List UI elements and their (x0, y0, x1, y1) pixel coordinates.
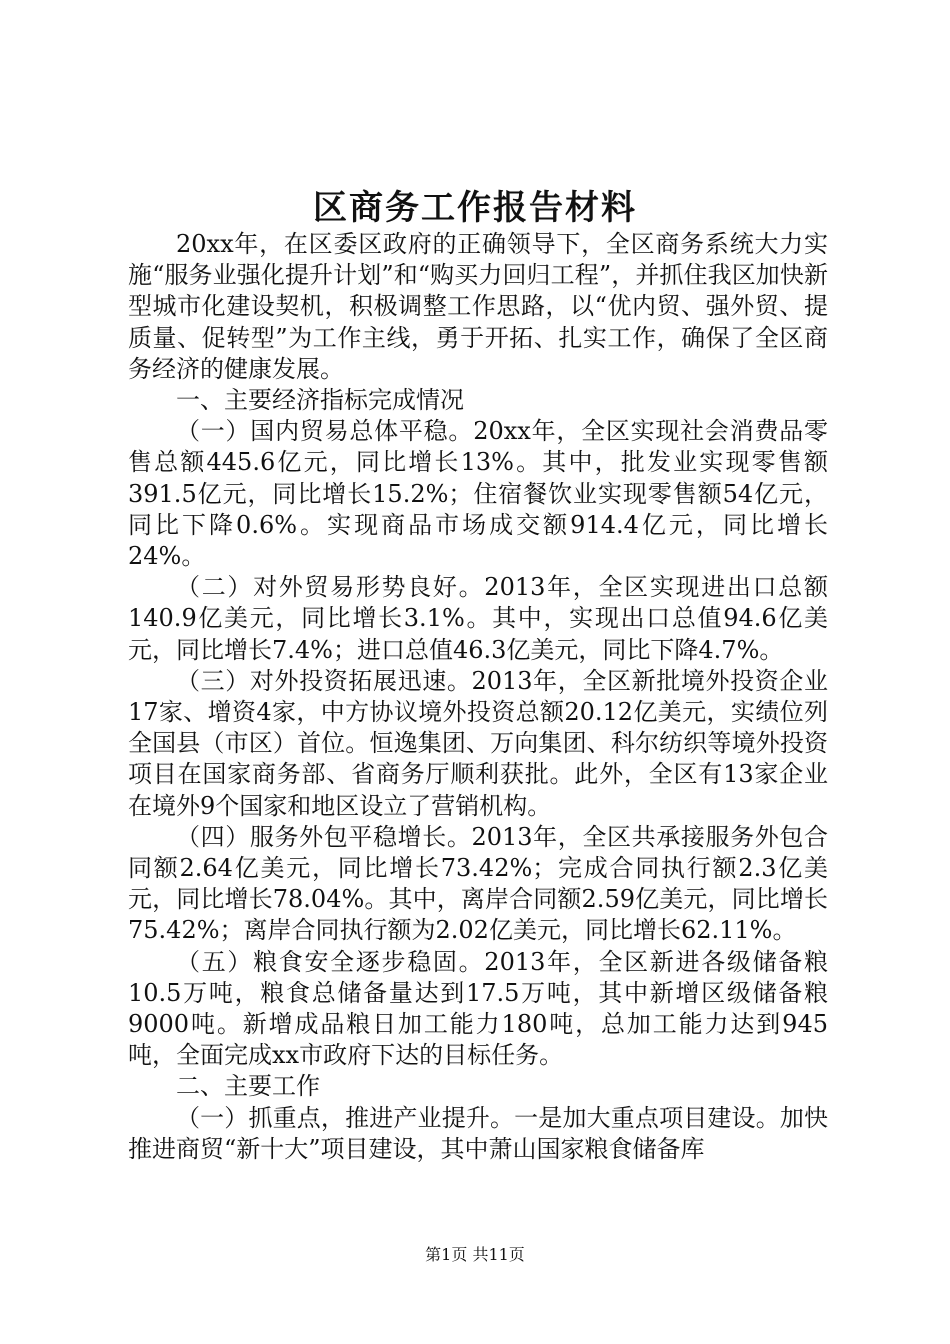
document-title: 区商务工作报告材料 (313, 188, 637, 228)
paragraph-intro: 20xx年，在区委区政府的正确领导下，全区商务系统大力实施“服务业强化提升计划”和“购买力回归工程”，并抓住我区加快新型城市化建设契机，积极调整工作思路，以“优内贸、强外贸、提质量、促转型”为工作主线，勇于开拓、扎实工作，确保了全区商务经济的健康发展。 (128, 230, 828, 383)
page-footer: 第1页 共11页 (425, 1245, 525, 1264)
section-heading-2: 二、主要工作 (176, 1072, 320, 1101)
document-body (128, 229, 828, 1165)
paragraph-foreign-investment: （三）对外投资拓展迅速。2013年，全区新批境外投资企业17家、增资4家，中方协议境外投资总额20.12亿美元，实绩位列全国县（市区）首位。恒逸集团、万向集团、科尔纺织等境外投资项目在国家商务部、省商务厅顺利获批。此外，全区有13家企业在境外9个国家和地区设立了营销机构。 (128, 666, 828, 820)
section-heading-1: 一、主要经济指标完成情况 (176, 386, 464, 415)
paragraph-food-security: （五）粮食安全逐步稳固。2013年，全区新进各级储备粮10.5万吨，粮食总储备量达到17.5万吨，其中新增区级储备粮9000吨。新增成品粮日加工能力180吨，总加工能力达到945吨，全面完成xx市政府下达的目标任务。 (128, 947, 828, 1070)
paragraph-foreign-trade: （二）对外贸易形势良好。2013年，全区实现进出口总额140.9亿美元，同比增长3.1%。其中，实现出口总值94.6亿美元，同比增长7.4%；进口总值46.3亿美元，同比下降4.7%。 (128, 573, 828, 664)
paragraph-domestic-trade: （一）国内贸易总体平稳。20xx年，全区实现社会消费品零售总额445.6亿元，同比增长13%。其中，批发业实现零售额391.5亿元，同比增长15.2%；住宿餐饮业实现零售额54亿元，同比下降0.6%。实现商品市场成交额914.4亿元，同比增长24%。 (128, 417, 828, 571)
paragraph-key-work: （一）抓重点，推进产业提升。一是加大重点项目建设。加快推进商贸“新十大”项目建设，其中萧山国家粮食储备库 (128, 1103, 828, 1163)
paragraph-service-outsourcing: （四）服务外包平稳增长。2013年，全区共承接服务外包合同额2.64亿美元，同比增长73.42%；完成合同执行额2.3亿美元，同比增长78.04%。其中，离岸合同额2.59亿美元，同比增长75.42%；离岸合同执行额为2.02亿美元，同比增长62.11%。 (128, 822, 828, 945)
